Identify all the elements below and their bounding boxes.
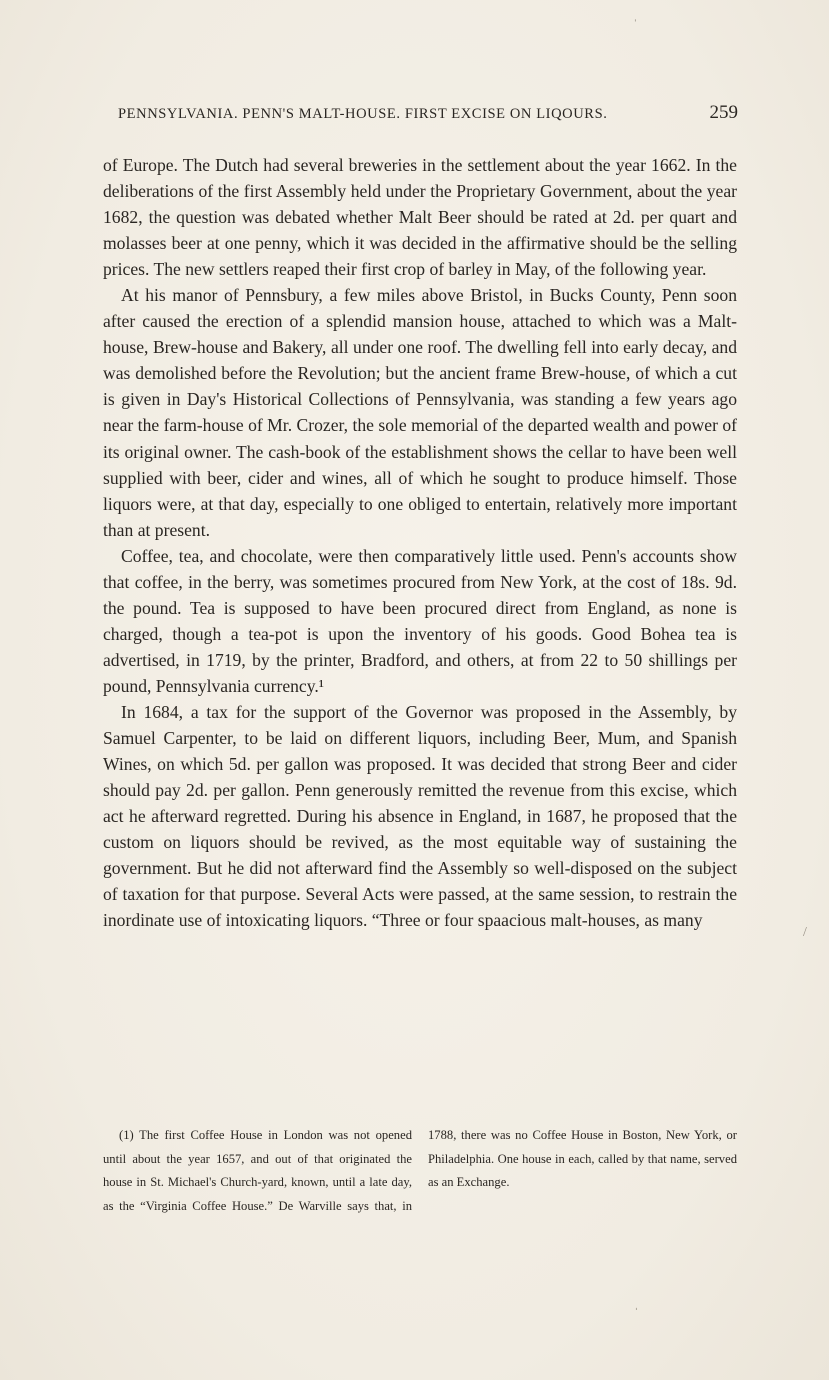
- paper-speck-mark-bottom: ˌ: [634, 1296, 639, 1311]
- paragraph-3: Coffee, tea, and chocolate, were then comparatively little used. Penn's accounts show that coffee, in the berry, was sometimes procured from New York, at the cost of 18s. 9d. the pound. Tea is supposed to have been procured direct from England, as none is charged, though a tea-pot is upon the inventory of his goods. Good Bohea tea is advertised, in 1719, by the printer, Bradford, and others, at from 22 to 50 shillings per pound, Pennsylvania currency.¹: [103, 545, 737, 696]
- body-text: [103, 152, 737, 933]
- footnote: [103, 1124, 737, 1218]
- footnote-text: (1) The first Coffee House in London was not opened until about the year 1657, and out of that originated the house in St. Michael's Church-yard, known, until a late day, as the “Virginia Coffee House.” De Warville says that, in 1788, there was no Coffee House in Boston, New York, or Philadelphia. One house in each, called by that name, served as an Exchange.: [103, 1128, 737, 1213]
- running-title: PENNSYLVANIA. PENN'S MALT-HOUSE. FIRST EXCISE ON LIQOURS.: [118, 106, 608, 122]
- paragraph-4: In 1684, a tax for the support of the Governor was proposed in the Assembly, by Samuel Carpenter, to be laid on different liquors, including Beer, Mum, and Spanish Wines, on which 5d. per gallon was proposed. It was decided that strong Beer and cider should pay 2d. per gallon. Penn generously remitted the revenue from this excise, which act he afterward regretted. During his absence in England, in 1687, he proposed that the custom on liquors should be revived, as the most equitable way of sustaining the government. But he did not afterward find the Assembly so well-disposed on the subject of taxation for that purpose. Several Acts were passed, at the same session, to restrain the inordinate use of intoxicating liquors. “Three or four spaacious malt-houses, as many: [103, 701, 737, 931]
- margin-pencil-mark: /: [803, 925, 807, 940]
- page-number: 259: [709, 102, 738, 123]
- paragraph-2: At his manor of Pennsbury, a few miles above Bristol, in Bucks County, Penn soon after caused the erection of a splendid mansion house, attached to which was a Malt-house, Brew-house and Bakery, all under one roof. The dwelling fell into early decay, and was demolished before the Revolution; but the ancient frame Brew-house, of which a cut is given in Day's Historical Collections of Pennsylvania, was standing a few years ago near the farm-house of Mr. Crozer, the sole memorial of the departed wealth and power of its original owner. The cash-book of the establishment shows the cellar to have been well supplied with beer, cider and wines, all of which he sought to produce himself. Those liquors were, at that day, especially to one obliged to entertain, relatively more important than at present.: [103, 285, 737, 540]
- paragraph-1: of Europe. The Dutch had several breweries in the settlement about the year 1662. In the deliberations of the first Assembly held under the Proprietary Government, about the year 1682, the question was debated whether Malt Beer should be rated at 2d. per quart and molasses beer at one penny, which it was decided in the affirmative should be the selling prices. The new settlers reaped their first crop of barley in May, of the following year.: [103, 155, 737, 280]
- running-head: [118, 102, 738, 128]
- paper-speck-mark: ˈ: [633, 18, 638, 33]
